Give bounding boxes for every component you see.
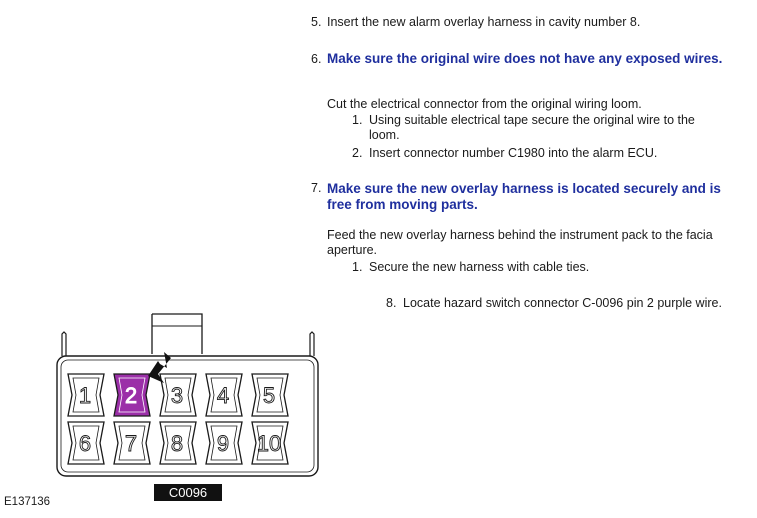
pin-cavity-2 xyxy=(114,374,150,416)
step-number: 7. xyxy=(311,181,322,195)
pin-cavity-4 xyxy=(206,374,242,416)
pin-number: 1 xyxy=(78,383,92,408)
pin-cavity-3 xyxy=(160,374,196,416)
pin-cavity-6 xyxy=(68,422,104,464)
pin-number: 5 xyxy=(262,383,276,408)
pin-number: 9 xyxy=(216,431,230,456)
substep-text: Secure the new harness with cable ties. xyxy=(369,260,590,274)
connector-drawing xyxy=(40,306,340,516)
substep-number: 1. xyxy=(352,113,363,127)
step-text: Locate hazard switch connector C-0096 pin 2 purple wire. xyxy=(403,296,722,310)
pin-cavity-9 xyxy=(206,422,242,464)
figure-id: E137136 xyxy=(4,496,51,508)
pin-number: 4 xyxy=(216,383,230,408)
connector-label: C0096 xyxy=(168,485,208,500)
pin-number: 7 xyxy=(124,431,138,456)
substep-text: Using suitable electrical tape secure the original wire to the loom. xyxy=(369,113,695,142)
step-number: 5. xyxy=(311,15,322,29)
pin-cavity-7 xyxy=(114,422,150,464)
pin-cavity-8 xyxy=(160,422,196,464)
pin-cavity-5 xyxy=(252,374,288,416)
right-post xyxy=(310,332,314,356)
substep-number: 1. xyxy=(352,260,363,274)
pin-number: 6 xyxy=(78,431,92,456)
pin-number: 8 xyxy=(170,431,184,456)
step-heading: Make sure the original wire does not have any exposed wires. xyxy=(327,51,723,66)
pin-number: 10 xyxy=(256,431,282,456)
substep-text: Insert connector number C1980 into the alarm ECU. xyxy=(369,146,658,160)
pin-cavity-10 xyxy=(252,422,288,464)
step-number: 8. xyxy=(386,296,397,310)
step-number: 6. xyxy=(311,52,322,66)
connector-diagram xyxy=(40,306,340,516)
latch-tab xyxy=(152,314,202,354)
step-text: Insert the new alarm overlay harness in cavity number 8. xyxy=(327,15,641,29)
step-heading: Make sure the new overlay harness is located securely and is free from moving parts. xyxy=(327,181,721,212)
pin-number: 2 xyxy=(124,383,138,408)
pin-cavity-1 xyxy=(68,374,104,416)
step-6-intro: Cut the electrical connector from the original wiring loom. xyxy=(327,97,642,111)
left-post xyxy=(62,332,66,356)
step-7-intro: Feed the new overlay harness behind the instrument pack to the facia aperture. xyxy=(327,228,713,257)
pin-number: 3 xyxy=(170,383,184,408)
substep-number: 2. xyxy=(352,146,363,160)
